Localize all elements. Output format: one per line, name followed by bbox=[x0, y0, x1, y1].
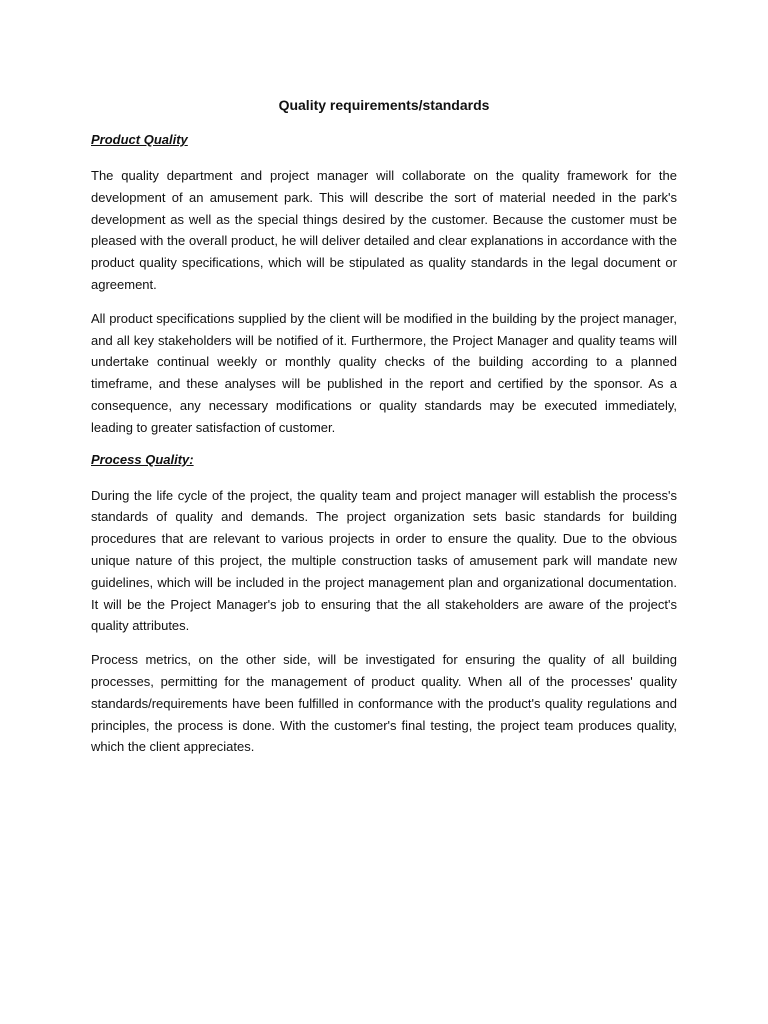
page-title: Quality requirements/standards bbox=[278, 97, 490, 113]
paragraph-process-quality-2: Process metrics, on the other side, will be investigated for ensuring the quality of all building processes, permitting for the management of product quality. When all of the processes' quality standards/requirements have been fulfilled in conformance with the product's quality regulations and principles, the process is done. With the customer's final testing, the project team produces quality, which the client appreciates. bbox=[91, 652, 677, 755]
section-process-quality bbox=[91, 451, 677, 759]
section-heading-product-quality: Product Quality bbox=[91, 132, 188, 147]
document-body bbox=[91, 95, 677, 770]
section-heading-process-quality: Process Quality: bbox=[91, 451, 194, 467]
paragraph-product-quality-1: The quality department and project manager will collaborate on the quality framework for the development of an amusement park. This will describe the sort of material needed in the park's development as well as the special things desired by the customer. Because the customer must be pleased with the overall product, he will deliver detailed and clear explanations in accordance with the product quality specifications, which will be stipulated as quality standards in the legal document or agreement. bbox=[91, 168, 677, 292]
section-product-quality bbox=[91, 131, 677, 439]
paragraph-product-quality-2: All product specifications supplied by the client will be modified in the building by the project manager, and all key stakeholders will be notified of it. Furthermore, the Project Manager and quality teams will undertake continual weekly or monthly quality checks of the building according to a planned timeframe, and these analyses will be published in the report and certified by the sponsor. As a consequence, any necessary modifications or quality standards may be executed immediately, leading to greater satisfaction of customer. bbox=[91, 310, 677, 435]
paragraph-process-quality-1: During the life cycle of the project, the quality team and project manager will establish the process's standards of quality and demands. The project organization sets basic standards for building procedures that are relevant to various projects in order to ensure the quality. Due to the obvious unique nature of this project, the multiple construction tasks of amusement park will mandate new guidelines, which will be included in the project management plan and organizational documentation. It will be the Project Manager's job to ensuring that the all stakeholders are aware of the project's quality attributes. bbox=[91, 487, 677, 634]
